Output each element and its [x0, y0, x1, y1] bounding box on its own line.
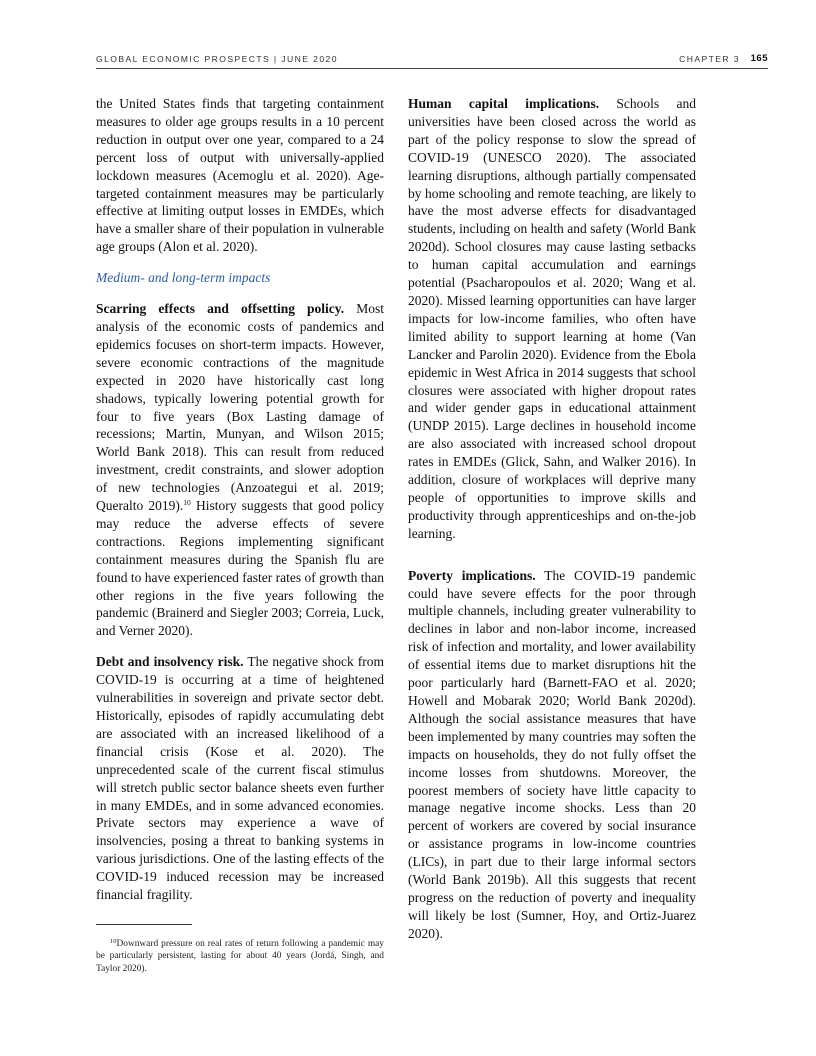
intro-paragraph: the United States finds that targeting containment measures to older age groups results in a 10 percent reduction in output over one year, compared to a 24 percent loss of output with universally-applied lockdown measures (Acemoglu et al. 2020). Age-targeted containment measures may be particularly effective at limiting output losses in EMDEs, which have a smaller share of their population in vulnerable age groups (Alon et al. 2020). [96, 96, 384, 255]
human-capital-text: Schools and universities have been closed across the world as part of the policy response to slow the spread of COVID-19 (UNESCO 2020). The associated learning disruptions, although partially compensated by home schooling and remote teaching, are likely to have the most adverse effects for disadvantaged students, including on health and safety (World Bank 2020d). School closures may cause lasting setbacks to human capital accumulation and earnings potential (Psacharopoulos et al. 2020; Wang et al. 2020). Missed learning opportunities can have larger impacts for low-income families, who often have limited ability to support learning at home (Van Lancker and Parolin 2020). Evidence from the Ebola epidemic in West Africa in 2014 suggests that school closures were associated with higher dropout rates and wider gender gaps in educational attainment (UNDP 2015). Large declines in household income are also associated with increased school dropout rates in EMDEs (Glick, Sahn, and Walker 2016). In addition, closure of workplaces will deprive many people of opportunities to improve skills and productivity through apprenticeships and on-the-job learning. [408, 96, 697, 541]
footnote [96, 938, 384, 975]
human-capital-title: Human capital implications. [408, 96, 600, 111]
debt-text: The negative shock from COVID-19 is occurring at a time of heightened vulnerabilities in sovereign and private sector debt. Historically, episodes of rapidly accumulating debt are associated with an increased likelihood of a financial crisis (Kose et al. 2020). The unprecedented scale of the current fiscal stimulus will stretch public sector balance sheets even further in many EMDEs, and in some advanced economies. Private sectors may experience a wave of insolvencies, posing a threat to banking systems in various jurisdictions. One of the lasting effects of the COVID-19 induced recession may be increased financial fragility. [96, 654, 384, 903]
debt-paragraph [96, 653, 384, 904]
right-column [408, 95, 696, 943]
poverty-paragraph [408, 567, 696, 943]
scarring-paragraph [96, 300, 384, 640]
human-capital-paragraph [408, 95, 696, 543]
left-column [96, 95, 384, 904]
debt-title: Debt and insolvency risk. [96, 654, 244, 670]
scarring-text-b: History suggests that good policy may reduce the adverse effects of severe contractions. Regions implementing significant containment measures during the Spanish flu are found to have experienced faster rates of growth than other regions in the five years following the pandemic (Brainerd and Siegler 2003; Correia, Luck, and Verner 2020). [96, 498, 384, 639]
poverty-title: Poverty implications. [408, 567, 536, 583]
scarring-text-a: Most analysis of the economic costs of pandemics and epidemics focuses on short-term impacts. However, severe economic contractions of the magnitude expected in 2020 have historically cast long shadows, typically lowering potential growth for four to five years (Box Lasting damage of recessions; Martin, Munyan, and Wilson 2015; World Bank 2018). This can result from reduced investment, credit constraints, and slower adoption of new technologies (Anzoategui et al. 2019; Queralto 2019). [96, 301, 384, 514]
chapter-label: CHAPTER 3 [679, 54, 740, 64]
section-subheading: Medium- and long-term impacts [96, 270, 271, 286]
footnote-rule [96, 924, 192, 925]
header-rule [96, 68, 768, 69]
footnote-reference[interactable]: 10 [183, 498, 191, 508]
footnote-text: Downward pressure on real rates of return following a pandemic may be particularly persistent, lasting for about 40 years (Jordá, Singh, and Taylor 2020). [96, 939, 384, 974]
scarring-title: Scarring effects and offsetting policy. [96, 301, 345, 317]
page-number: 165 [750, 53, 768, 64]
poverty-text: The COVID-19 pandemic could have severe effects for the poor through multiple channels, including greater vulnerability to declines in labor and non-labor income, increased risk of infection and mortality, and lower availability of essential items due to market disruptions hit the poor particularly hard (Barnett-FAO et al. 2020; Howell and Mobarak 2020; World Bank 2020d). Although the social assistance measures that have been implemented by many countries may soften the impacts on households, they do not fully offset the income losses from shutdowns. Moreover, the poorest members of society have little capacity to manage negative income shocks. Less than 20 percent of workers are covered by social insurance or assistance programs in low-income countries (LICs), in part due to their large informal sectors (World Bank 2019b). All this suggests that recent progress on the reduction of poverty and inequality will likely be lost (Sumner, Hoy, and Ortiz-Juarez 2020). [408, 567, 697, 941]
publication-title: GLOBAL ECONOMIC PROSPECTS | JUNE 2020 [96, 54, 338, 64]
footnote-marker: 10 [110, 938, 117, 945]
